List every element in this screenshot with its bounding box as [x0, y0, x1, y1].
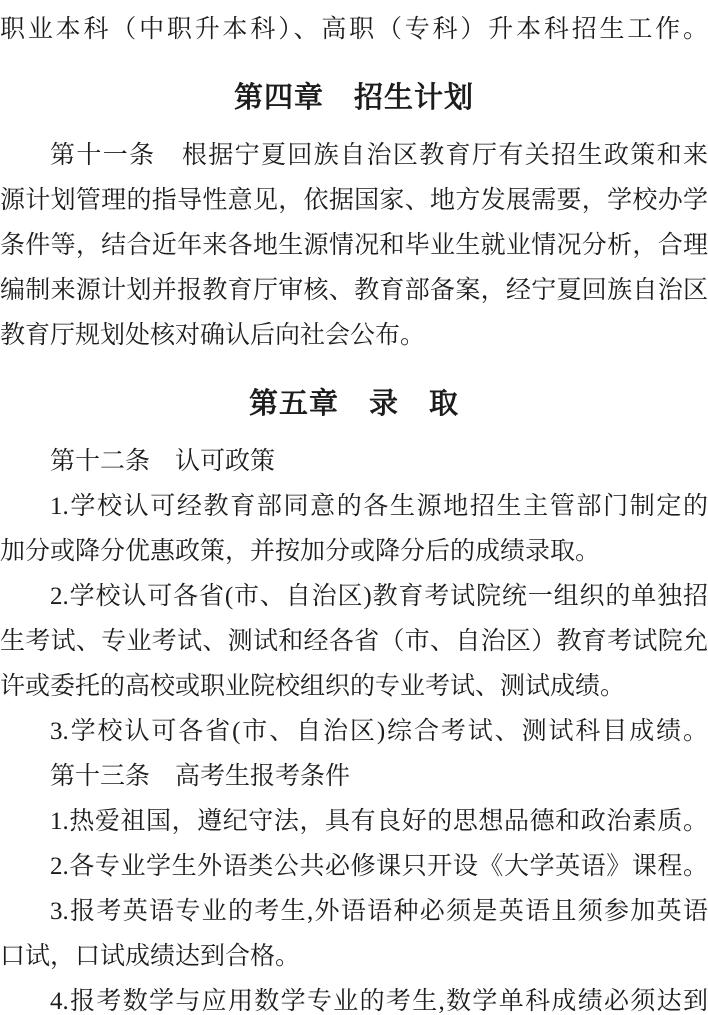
article-13-item-3-line: 口试，口试成绩达到合格。: [0, 943, 301, 970]
chapter-4-heading: 第四章 招生计划: [233, 82, 474, 114]
article-11-line: 教育厅规划处核对确认后向社会公布。: [0, 322, 426, 349]
article-11-line: 第十一条 根据宁夏回族自治区教育厅有关招生政策和来: [50, 142, 708, 169]
article-12-item-1-line: 加分或降分优惠政策，并按加分或降分后的成绩录取。: [0, 538, 601, 565]
article-13-item-1-line: 1.热爱祖国，遵纪守法，具有良好的思想品德和政治素质。: [50, 808, 708, 835]
article-12-item-1-line: 1.学校认可经教育部同意的各生源地招生主管部门制定的: [50, 493, 708, 520]
article-12-item-2-line: 生考试、专业考试、测试和经各省（市、自治区）教育考试院允: [0, 628, 708, 655]
article-11-line: 条件等，结合近年来各地生源情况和毕业生就业情况分析，合理: [0, 232, 708, 259]
article-13-title: 第十三条 高考生报考条件: [50, 763, 351, 790]
article-12-title: 第十二条 认可政策: [50, 448, 276, 475]
article-11-line: 源计划管理的指导性意见，依据国家、地方发展需要，学校办学: [0, 187, 708, 214]
article-13-item-4-line: 4.报考数学与应用数学专业的考生,数学单科成绩必须达到: [50, 988, 708, 1015]
paragraph-continuation-line: 职业本科（中职升本科）、高职（专科）升本科招生工作。: [0, 16, 708, 43]
article-12-item-2-line: 许或委托的高校或职业院校组织的专业考试、测试成绩。: [0, 673, 626, 700]
article-13-item-2-line: 2.各专业学生外语类公共必修课只开设《大学英语》课程。: [50, 853, 708, 880]
chapter-5-heading: 第五章 录 取: [248, 388, 459, 420]
article-11-line: 编制来源计划并报教育厅审核、教育部备案，经宁夏回族自治区: [0, 277, 708, 304]
article-13-item-3-line: 3.报考英语专业的考生,外语语种必须是英语且须参加英语: [50, 898, 708, 925]
article-12-item-3-line: 3.学校认可各省(市、自治区)综合考试、测试科目成绩。: [50, 718, 708, 745]
article-12-item-2-line: 2.学校认可各省(市、自治区)教育考试院统一组织的单独招: [50, 583, 708, 610]
